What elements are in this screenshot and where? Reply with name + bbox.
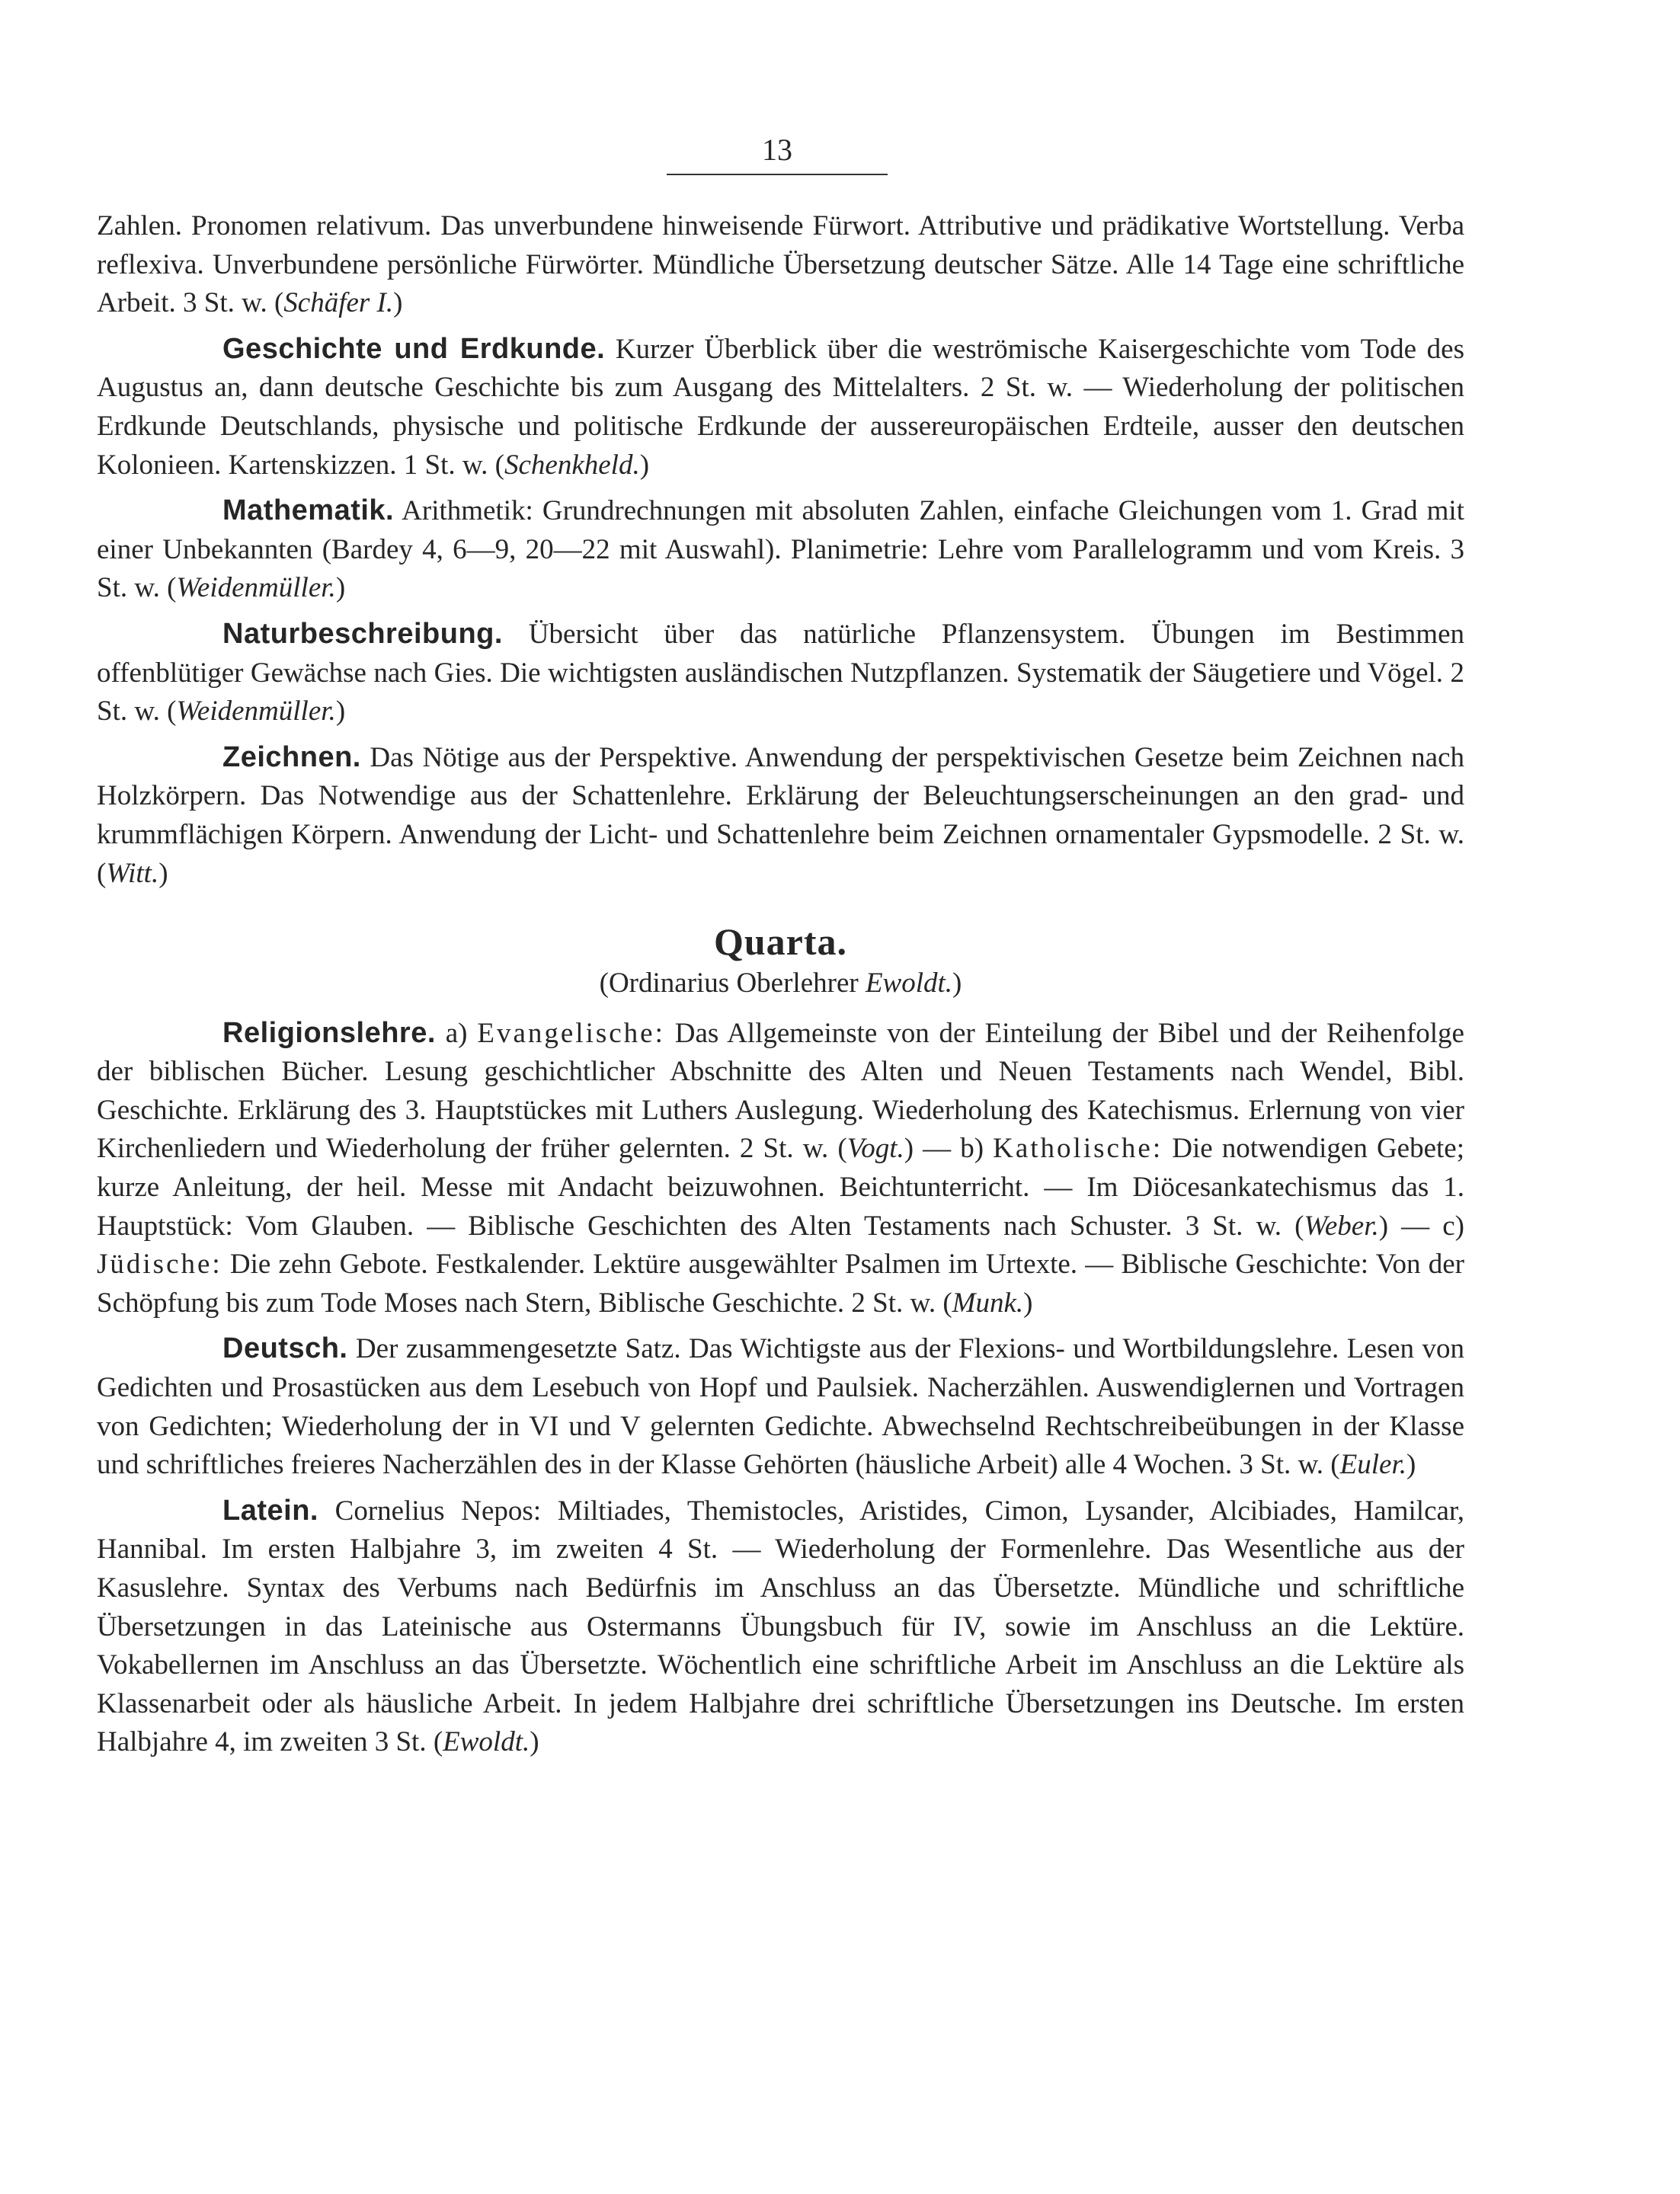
ordinarius-name: Ewoldt. — [865, 967, 953, 999]
subject-heading: Naturbeschreibung. — [222, 617, 503, 650]
subject-heading: Geschichte und Erdkunde. — [222, 332, 606, 365]
section-title: Quarta. — [713, 920, 848, 964]
paren-close: ) — [530, 1726, 539, 1758]
paragraph-mathematik — [97, 491, 1464, 608]
subject-heading: Deutsch. — [222, 1332, 348, 1365]
section-subtitle — [97, 964, 1464, 1003]
paren-close: ) — [335, 572, 346, 604]
subject-text: Arithmetik: Grundrechnungen mit absoluten Zahlen, einfache Gleichungen vom 1. Grad mit einer Unbekannten (Bardey 4, 6—9, 20—22 mit Auswahl). Planimetrie: Lehre vom Parallelogramm und vom Kreis. 3 St. w. ( — [97, 495, 1464, 604]
subject-heading: Latein. — [222, 1494, 318, 1527]
page-number-rule — [667, 174, 888, 175]
paragraph-zeichnen — [97, 738, 1464, 893]
part-label: a) — [435, 1017, 478, 1049]
spaced-word: Jüdische: — [97, 1249, 222, 1281]
paren-close: ) — [335, 696, 346, 728]
page-number: 13 — [762, 133, 792, 167]
spaced-word: Evangelische: — [477, 1017, 665, 1049]
paragraph-naturbeschreibung — [97, 615, 1464, 731]
intro-text: Zahlen. Pronomen relativum. Das unverbundene hinweisende Fürwort. Attributive und prädikative Wortstellung. Verba reflexiva. Unverbundene persönliche Fürwörter. Mündliche Übersetzung deutscher Sätze. Alle 14 Tage eine schriftliche Arbeit. 3 St. w. ( — [97, 210, 1464, 319]
paren-close: ) — [1023, 1287, 1033, 1319]
paren-close: ) — [1406, 1449, 1416, 1481]
teacher-name: Ewoldt. — [443, 1726, 530, 1758]
subject-text: Übersicht über das natürliche Pflanzensystem. Übungen im Bestimmen offenblütiger Gewächse nach Gies. Die wichtigsten ausländischen Nutzpflanzen. Systematik der Säugetiere und Vögel. 2 St. w. ( — [97, 618, 1464, 728]
teacher-name: Weber. — [1304, 1210, 1379, 1242]
subject-heading: Zeichnen. — [222, 740, 361, 773]
intro-paragraph — [97, 207, 1464, 323]
paragraph-deutsch — [97, 1329, 1464, 1484]
subject-text: Die zehn Gebote. Festkalender. Lektüre ausgewählter Psalmen im Urtexte. — Biblische Geschichte: Von der Schöpfung bis zum Tode Moses nach Stern, Biblische Geschichte. 2 St. w. ( — [97, 1249, 1464, 1319]
paragraph-geschichte — [97, 330, 1464, 485]
paren-close: ) — [952, 967, 962, 999]
paragraph-latein — [97, 1492, 1464, 1762]
paren-close: ) — [158, 857, 168, 889]
teacher-name: Euler. — [1339, 1449, 1406, 1481]
teacher-name: Witt. — [106, 857, 159, 889]
subject-text: Das Allgemeinste von der Einteilung der Bibel und der Reihenfolge der biblischen Bücher. Lesung geschichtlicher Abschnitte des Alten und Neuen Testaments nach Wendel, Bibl. Geschichte. Erklärung des 3. Hauptstückes mit Luthers Auslegung. Wiederholung des Katechismus. Erlernung von vier Kirchenliedern und Wiederholung der früher gelernten. 2 St. w. ( — [97, 1017, 1464, 1165]
part-label: ) — b) — [904, 1133, 994, 1165]
teacher-name: Schäfer I. — [283, 287, 394, 319]
paren-close: ) — [393, 287, 403, 319]
teacher-name: Schenkheld. — [504, 449, 640, 481]
subject-text: Das Nötige aus der Perspektive. Anwendung der perspektivischen Gesetze beim Zeichnen nach Holzkörpern. Das Notwendige aus der Schattenlehre. Erklärung der Beleuchtungserscheinungen an den grad- und krummflächigen Körpern. Anwendung der Licht- und Schattenlehre beim Zeichnen ornamentaler Gypsmodelle. 2 St. w. ( — [97, 741, 1464, 889]
paragraph-religion — [97, 1014, 1464, 1323]
part-label: ) — c) — [1378, 1210, 1464, 1242]
paren-close: ) — [639, 449, 650, 481]
teacher-name: Vogt. — [846, 1133, 904, 1165]
teacher-name: Weidenmüller. — [176, 572, 336, 604]
subject-text: Kurzer Überblick über die weströmische Kaisergeschichte vom Tode des Augustus an, dann deutsche Geschichte bis zum Ausgang des Mittelalters. 2 St. w. — Wiederholung der politischen Erdkunde Deutschlands, physische und politische Erdkunde der aussereuropäischen Erdteile, ausser den deutschen Kolonieen. Kartenskizzen. 1 St. w. ( — [97, 333, 1464, 481]
subject-heading: Religionslehre. — [222, 1016, 436, 1049]
subtitle-text: (Ordinarius Oberlehrer — [599, 967, 866, 999]
subject-heading: Mathematik. — [222, 494, 395, 527]
spaced-word: Katholische: — [993, 1133, 1163, 1165]
subject-text: Der zusammengesetzte Satz. Das Wichtigste aus der Flexions- und Wortbildungslehre. Lesen von Gedichten und Prosastücken aus dem Lesebuch von Hopf und Paulsiek. Nacherzählen. Auswendiglernen und Vortragen von Gedichten; Wiederholung der in VI und V gelernten Gedichte. Abwechselnd Rechtschreibeübungen in der Klasse und schriftliches freieres Nacherzählen des in der Klasse Gehörten (häusliche Arbeit) alle 4 Wochen. 3 St. w. ( — [97, 1333, 1464, 1481]
teacher-name: Munk. — [952, 1287, 1024, 1319]
subject-text: Cornelius Nepos: Miltiades, Themistocles, Aristides, Cimon, Lysander, Alcibiades, Hamilcar, Hannibal. Im ersten Halbjahre 3, im zweiten 4 St. — Wiederholung der Formenlehre. Das Wesentliche aus der Kasuslehre. Syntax des Verbums nach Bedürfnis im Anschluss an das Übersetzte. Mündliche und schriftliche Übersetzungen in das Lateinische aus Ostermanns Übungsbuch für IV, sowie im Anschluss an die Lektüre. Vokabellernen im Anschluss an das Übersetzte. Wöchentlich eine schriftliche Arbeit im Anschluss an die Lektüre als Klassenarbeit oder als häusliche Arbeit. In jedem Halbjahre drei schriftliche Übersetzungen ins Deutsche. Im ersten Halbjahre 4, im zweiten 3 St. ( — [97, 1495, 1464, 1758]
body-text — [97, 207, 1464, 1769]
subject-text: Die notwendigen Gebete; kurze Anleitung, der heil. Messe mit Andacht beizuwohnen. Beichtunterricht. — Im Diöcesankatechismus das 1. Hauptstück: Vom Glauben. — Biblische Geschichten des Alten Testaments nach Schuster. 3 St. w. ( — [97, 1133, 1464, 1242]
teacher-name: Weidenmüller. — [176, 696, 336, 728]
